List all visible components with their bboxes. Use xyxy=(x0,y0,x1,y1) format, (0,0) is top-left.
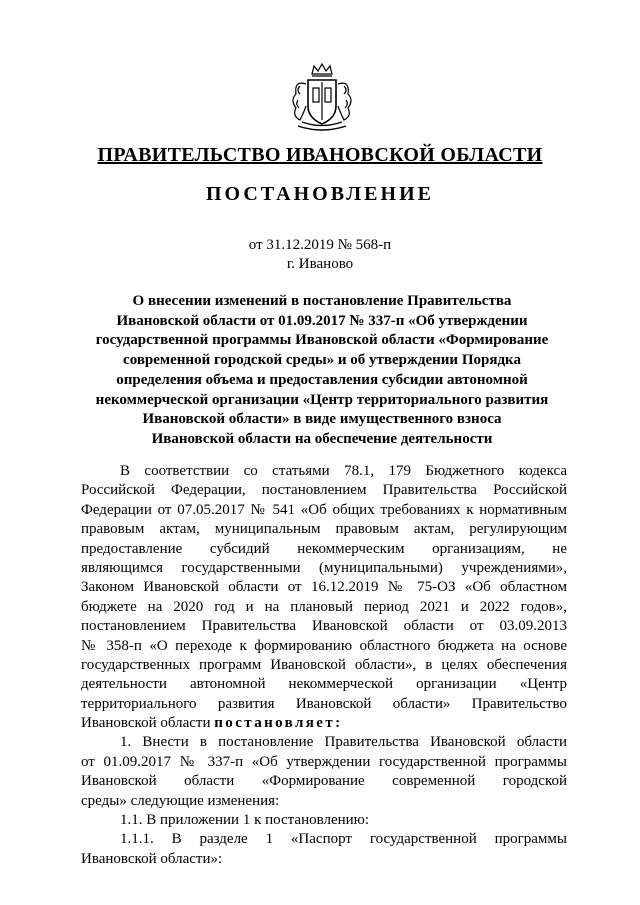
body-line: Ивановской области»: xyxy=(81,850,223,867)
body-line: государственных программ Ивановской области», в целях обеспечения xyxy=(81,656,567,673)
document-date-number: от 31.12.2019 № 568-п xyxy=(248,237,392,253)
subject-line: Ивановской области» в виде имущественного взноса xyxy=(142,411,502,428)
document-type: ПОСТАНОВЛЕНИЕ xyxy=(206,183,434,205)
body-line: среды» следующие изменения: xyxy=(81,792,280,809)
body-line: Федерации от 07.05.2017 № 541 «Об общих требованиях к нормативным xyxy=(81,501,567,518)
body-line-resolution xyxy=(81,714,567,733)
body-line: 1.1. В приложении 1 к постановлению: xyxy=(120,812,370,829)
body-line: № 358-п «О переходе к формированию областного бюджета на основе xyxy=(81,637,567,654)
subject-line: определения объема и предоставления субсидии автономной xyxy=(116,371,528,388)
subject-line: некоммерческой организации «Центр территориального развития xyxy=(95,391,549,408)
resolves-word: постановляет: xyxy=(214,715,343,732)
body-line: территориального развития Ивановской области» Правительство xyxy=(81,695,567,712)
body-line: правовым актам, муниципальным правовым актам, регулирующим xyxy=(81,521,567,538)
body-line: от 01.09.2017 № 337-п «Об утверждении государственной программы xyxy=(81,753,567,770)
body-line: 1. Внести в постановление Правительства Ивановской области xyxy=(120,734,567,751)
document-subject xyxy=(80,292,564,450)
body-line: деятельности автономной некоммерческой организации «Центр xyxy=(81,676,567,693)
document-body xyxy=(81,462,567,869)
body-line: 1.1.1. В разделе 1 «Паспорт государственной программы xyxy=(120,831,567,848)
subject-line: Ивановской области на обеспечение деятельности xyxy=(151,430,493,447)
government-title: ПРАВИТЕЛЬСТВО ИВАНОВСКОЙ ОБЛАСТИ xyxy=(97,144,543,166)
body-line: Ивановской области xyxy=(81,715,211,732)
body-line: Российской Федерации, постановлением Правительства Российской xyxy=(81,482,567,499)
body-line: Законом Ивановской области от 16.12.2019 № 75-ОЗ «Об областном xyxy=(81,579,567,596)
body-line: Ивановской области «Формирование современной городской xyxy=(81,773,567,790)
body-line: постановлением Правительства Ивановской области от 03.09.2013 xyxy=(81,618,567,635)
subject-line: современной городской среды» и об утверждении Порядка xyxy=(123,352,521,369)
subject-line: государственной программы Ивановской области «Формирование xyxy=(95,332,549,349)
body-line: являющимся государственными (муниципальными) учреждениями», xyxy=(81,559,567,576)
body-line: предоставление субсидий некоммерческим организациям, не xyxy=(81,540,567,557)
body-line: бюджете на 2020 год и на плановый период 2021 и 2022 годов», xyxy=(81,598,567,615)
document-city: г. Иваново xyxy=(286,256,354,272)
body-line: В соответствии со статьями 78.1, 179 Бюджетного кодекса xyxy=(120,463,567,479)
coat-of-arms-icon xyxy=(286,60,358,136)
subject-line: Ивановской области от 01.09.2017 № 337-п «Об утверждении xyxy=(116,312,528,329)
subject-line: О внесении изменений в постановление Правительства xyxy=(132,293,512,309)
